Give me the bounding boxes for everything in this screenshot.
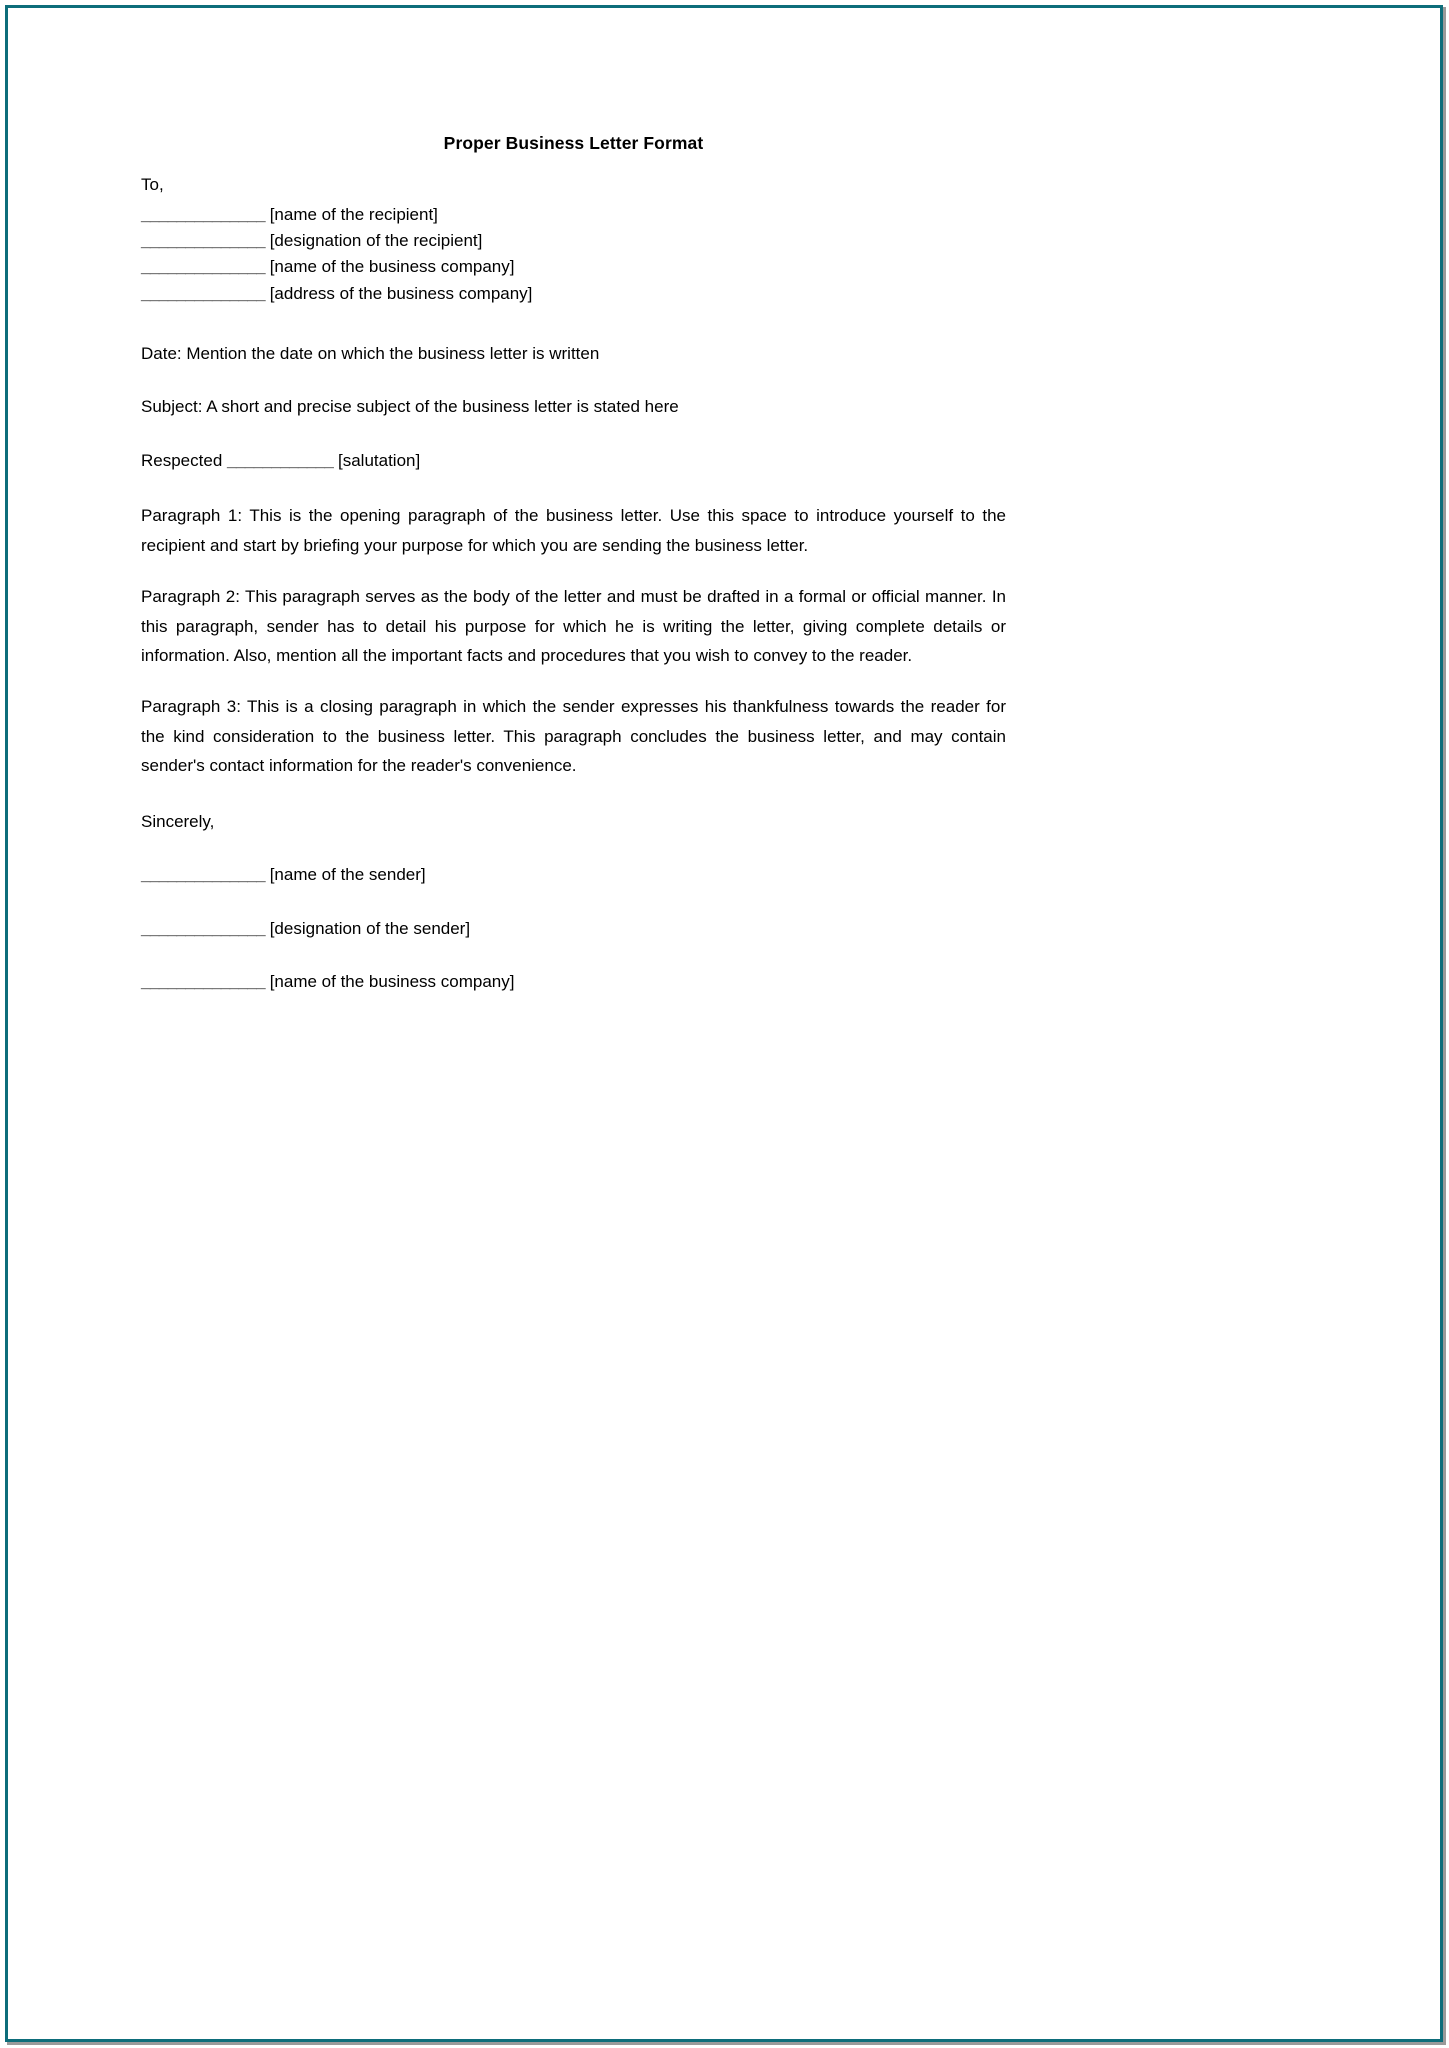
blank-field: ______________	[141, 230, 265, 250]
salutation-line	[141, 448, 1006, 474]
blank-field: ______________	[141, 865, 265, 885]
spacer	[141, 366, 1006, 394]
blank-field: ____________	[227, 450, 334, 470]
spacer	[141, 834, 1006, 862]
letter-content	[141, 133, 1006, 995]
salutation-suffix: [salutation]	[333, 450, 421, 470]
paragraph-3: Paragraph 3: This is a closing paragraph in which the sender expresses his thankfulness towards the reader for the kind consideration to the business letter. This paragraph concludes the business letter, and may contain sender's contact information for the reader's convenience.	[141, 697, 1006, 776]
letter-sheet	[8, 8, 1440, 2039]
closing-line: Sincerely,	[141, 811, 215, 831]
recipient-line-name	[141, 202, 1006, 228]
page-border-frame	[5, 5, 1443, 2042]
blank-field: ______________	[141, 283, 265, 303]
recipient-block	[141, 202, 1006, 307]
signature-line-designation	[141, 916, 1006, 942]
date-line: Date: Mention the date on which the business letter is written	[141, 343, 600, 363]
spacer	[141, 307, 1006, 341]
page-title: Proper Business Letter Format	[443, 133, 704, 153]
signature-line-company	[141, 969, 1006, 995]
blank-field: ______________	[141, 204, 265, 224]
signature-line-label: [name of the business company]	[269, 972, 515, 992]
subject-line: Subject: A short and precise subject of the business letter is stated here	[141, 397, 679, 417]
spacer	[141, 560, 1006, 582]
recipient-line-company	[141, 254, 1006, 280]
spacer	[141, 420, 1006, 448]
blank-field: ______________	[141, 972, 265, 992]
recipient-line-label: [address of the business company]	[269, 283, 533, 303]
recipient-line-designation	[141, 228, 1006, 254]
signature-line-label: [name of the sender]	[269, 865, 426, 885]
recipient-line-label: [name of the business company]	[269, 257, 515, 277]
spacer	[141, 781, 1006, 809]
paragraph-2: Paragraph 2: This paragraph serves as the body of the letter and must be drafted in a formal or official manner. In this paragraph, sender has to detail his purpose for which he is writing the letter, giving complete details or information. Also, mention all the important facts and procedures that you wish to convey to the reader.	[141, 587, 1006, 666]
spacer	[141, 888, 1006, 916]
salutation-prefix: Respected	[141, 450, 227, 470]
recipient-line-address	[141, 281, 1006, 307]
recipient-line-label: [designation of the recipient]	[269, 230, 483, 250]
signature-line-name	[141, 862, 1006, 888]
recipient-line-label: [name of the recipient]	[269, 204, 438, 224]
signature-line-label: [designation of the sender]	[269, 918, 471, 938]
spacer	[141, 941, 1006, 969]
blank-field: ______________	[141, 257, 265, 277]
spacer	[141, 670, 1006, 692]
recipient-to-label: To,	[141, 174, 164, 194]
spacer	[141, 473, 1006, 501]
paragraph-1: Paragraph 1: This is the opening paragraph of the business letter. Use this space to introduce yourself to the recipient and start by briefing your purpose for which you are sending the business letter.	[141, 506, 1006, 555]
blank-field: ______________	[141, 918, 265, 938]
